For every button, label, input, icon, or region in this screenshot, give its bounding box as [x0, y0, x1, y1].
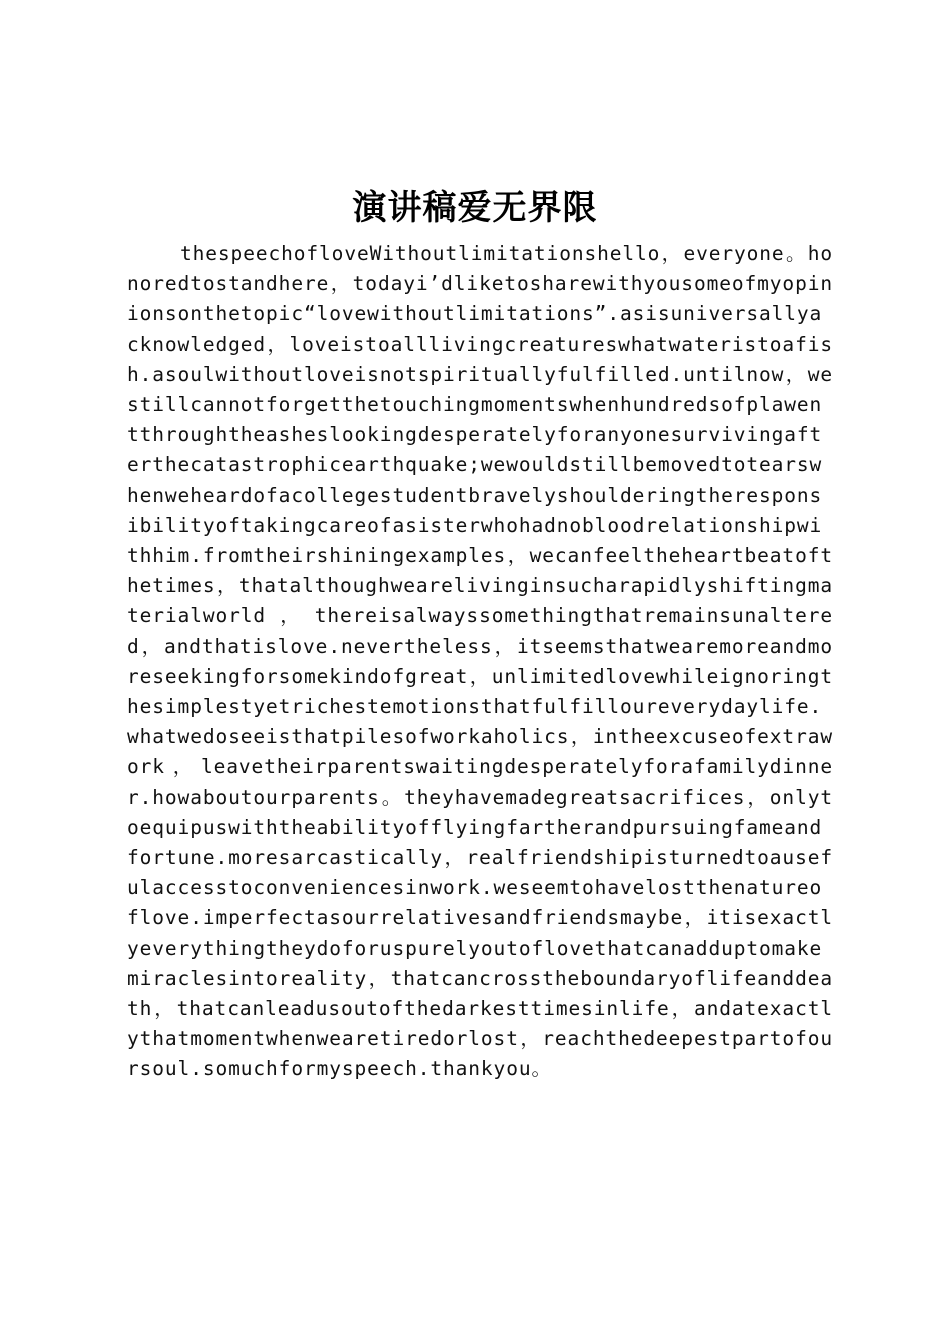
document-title: 演讲稿爱无界限	[352, 188, 598, 228]
speech-body-text: thespeechofloveWithoutlimitationshello，everyone。honoredtostandhere，todayi’dliketosharewithyousomeofmyopinionsonthetopic“lovewithoutlimitations”.asisuniversallyacknowledged，loveistoalllivingcreatureswhatwateristoafish.asoulwithoutloveisnotspirituallyfulfilled.untilnow，westillcannotforgetthetouchingmomentswhenhundredsofplawentthroughtheasheslookingdesperatelyforanyonesurvivingafterthecatastrophicearthquake;wewouldstillbemovedtotearswhenweheardofacollegestudentbravelyshoulderingtheresponsibilityoftakingcareofasisterwhohadnobloodrelationshipwithhim.fromtheirshiningexamples，wecanfeeltheheartbeatofthetimes，thatalthoughwearelivinginsucharapidlyshiftingmaterialworld，thereisalwayssomethingthatremainsunaltered，andthatislove.nevertheless，itseemsthatwearemoreandmoreseekingforsomekindofgreat，unlimitedlovewhileignoringthesimplestyetrichestemotionsthatfulfilloureverydaylife.whatwedoseeisthatpilesofworkaholics，intheexcuseofextrawork，leavetheirparentswaitingdesperatelyforafamilydinner.howaboutourparents。theyhavemadegreatsacrifices，onlytoequipuswiththeabilityofflyingfartherandpursuingfameandfortune.moresarcastically，realfriendshipisturnedtoausefulaccesstoconveniencesinwork.weseemtohavelostthenatureoflove.imperfectasourrelativesandfriendsmaybe，itisexactlyeverythingtheydoforuspurelyoutoflovethatcanadduptomakemiraclesintoreality，thatcancrosstheboundaryoflifeanddeath，thatcanleadusoutofthedarkesttimesinlife，andatexactlythatmomentwhenwearetiredorlost，reachthedeepestpartofoursoul.somuchformyspeech.thankyou。	[127, 242, 833, 1081]
